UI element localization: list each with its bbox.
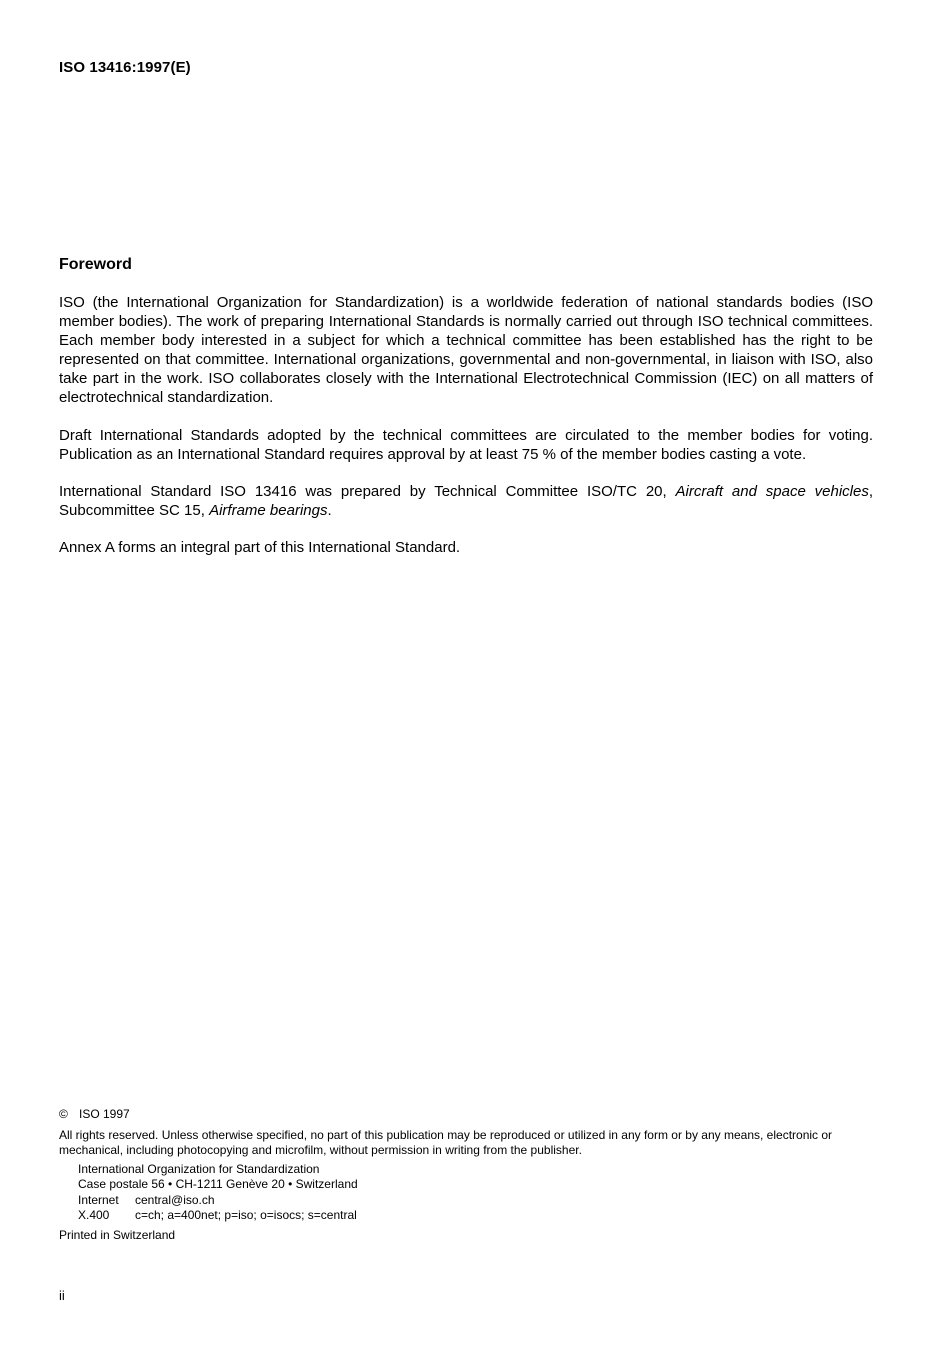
rights-notice: All rights reserved. Unless otherwise specified, no part of this publication may be reproduced or utilized in any form or by any means, electronic or mechanical, including photocopying and microfilm, without permission in writing from the publisher. (59, 1128, 833, 1157)
foreword-heading: Foreword (59, 256, 132, 273)
org-address: Case postale 56 • CH-1211 Genève 20 • Switzerland (78, 1177, 358, 1192)
internet-value: central@iso.ch (135, 1192, 215, 1207)
copyright-text: ISO 1997 (79, 1107, 130, 1121)
document-id: ISO 13416:1997(E) (59, 59, 191, 76)
foreword-paragraph-1: ISO (the International Organization for Standardization) is a worldwide federation of national standards bodies (ISO member bodies). The work of preparing International Standards is normally carried out through ISO technical committees. Each member body interested in a subject for which a technical committee has been established has the right to be represented on that committee. International organizations, governmental and non-governmental, in liaison with ISO, also take part in the work. ISO collaborates closely with the International Electrotechnical Commission (IEC) on all matters of electrotechnical standardization. (59, 294, 873, 406)
page-number: ii (59, 1288, 65, 1303)
address-block (78, 1162, 358, 1223)
x400-value: c=ch; a=400net; p=iso; o=isocs; s=central (135, 1207, 357, 1222)
foreword-paragraph-3 (59, 482, 873, 520)
x400-label: X.400 (78, 1207, 110, 1222)
copyright-line (59, 1107, 875, 1122)
internet-label: Internet (78, 1192, 119, 1207)
copyright-symbol: © (59, 1107, 68, 1121)
paragraph-3-middle: , Subcommittee SC 15, (59, 483, 873, 519)
paragraph-3-suffix: . (327, 502, 332, 519)
paragraph-3-prefix: International Standard ISO 13416 was prepared by Technical Committee ISO/TC 20, (59, 483, 676, 500)
foreword-paragraph-4: Annex A forms an integral part of this International Standard. (59, 539, 461, 556)
foreword-paragraph-2: Draft International Standards adopted by the technical committees are circulated to the member bodies for voting. Publication as an International Standard requires approval by at least 75 % of the member bodies casting a vote. (59, 427, 873, 463)
internet-line (78, 1193, 358, 1208)
committee-title: Aircraft and space vehicles (675, 483, 869, 500)
subcommittee-title: Airframe bearings (209, 502, 328, 519)
printed-in: Printed in Switzerland (59, 1228, 176, 1242)
x400-line (78, 1208, 358, 1223)
org-name: International Organization for Standardization (78, 1162, 320, 1176)
